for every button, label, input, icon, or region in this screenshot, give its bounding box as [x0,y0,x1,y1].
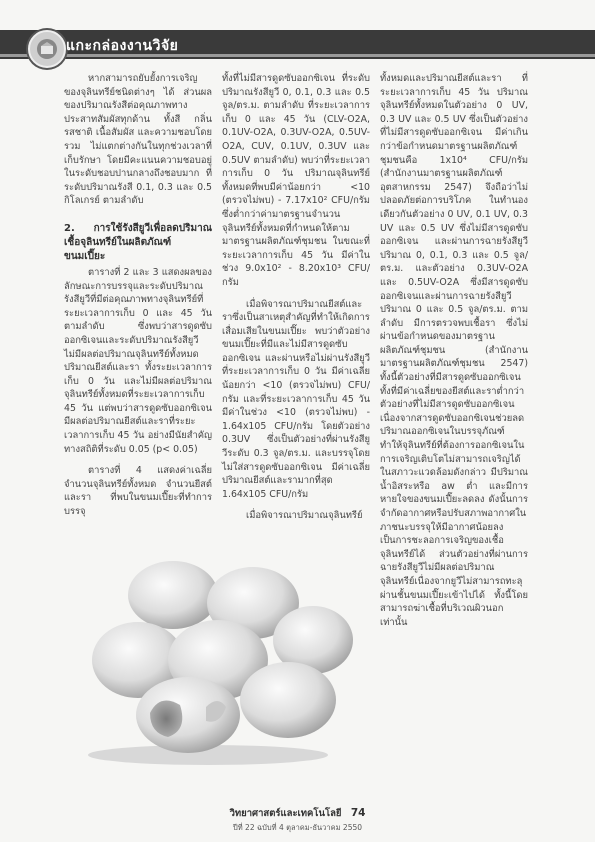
paragraph: ทั้งที่ไม่มีสารดูดซับออกซิเจน ที่ระดับปริมาณรังสียูวี 0, 0.1, 0.3 และ 0.5 จูล/ตร.ม. ตามลำดับ ที่ระยะเวลาการเก็บ 0 และ 45 วัน (CLV-O2A, 0.1UV-O2A, 0.3UV-O2A, 0.5UV-O2A, CUV, 0.1UV, 0.3UV และ 0.5UV ตามลำดับ) พบว่าที่ระยะเวลาการเก็บ 0 วัน ปริมาณจุลินทรีย์ทั้งหมดที่พบมีค่าน้อยกว่า <10 (ตรวจไม่พบ) - 7.17x10² CFU/กรัม ซึ่งต่ำกว่าค่ามาตรฐานจำนวนจุลินทรีย์ทั้งหมดที่กำหนดให้ตามมาตรฐานผลิตภัณฑ์ชุมชน ในขณะที่ระยะเวลาการเก็บ 45 วัน มีค่าในช่วง 9.0x10² - 8.20x10³ CFU/กรัม [222,73,370,288]
section-heading: 2. การใช้รังสียูวีเพื่อลดปริมาณเชื้อจุลินทรีย์ในผลิตภัณฑ์ขนมเปี๊ยะ [64,222,212,262]
paragraph: เมื่อพิจารณาปริมาณยีสต์และราซึ่งเป็นสาเหตุสำคัญที่ทำให้เกิดการเสื่อมเสียในขนมเปี๊ยะ พบว่าตัวอย่างขนมเปี๊ยะที่มีและไม่มีสารดูดซับออกซิเจน และผ่านหรือไม่ผ่านรังสียูวี ที่ระยะเวลาการเก็บ 0 วัน มีค่าเฉลี่ยน้อยกว่า <10 (ตรวจไม่พบ) CFU/กรัม และที่ระยะเวลาการเก็บ 45 วัน มีค่าในช่วง <10 (ตรวจไม่พบ) - 1.64x105 CFU/กรัม โดยตัวอย่าง 0.3UV ซึ่งเป็นตัวอย่างที่ผ่านรังสียูวีระดับ 0.3 จูล/ตร.ม. และบรรจุโดยไม่ใส่สารดูดซับออกซิเจน มีค่าเฉลี่ยปริมาณยีสต์และรามากที่สุด 1.64x105 CFU/กรัม [222,298,370,500]
issue-info: ปีที่ 22 ฉบับที่ 4 ตุลาคม-ธันวาคม 2550 [232,823,363,832]
section-title: แกะกล่องงานวิจัย [66,38,179,54]
column-2 [222,72,370,523]
section-logo-icon [28,30,66,68]
paragraph: ทั้งหมดและปริมาณยีสต์และรา ที่ระยะเวลาการเก็บ 45 วัน ปริมาณจุลินทรีย์ทั้งหมดในตัวอย่าง 0 UV, 0.3 UV และ 0.5 UV ซึ่งเป็นตัวอย่างที่ไม่มีสารดูดซับออกซิเจน มีค่าเกินกว่าข้อกำหนดมาตรฐานผลิตภัณฑ์ชุมชนคือ 1x10⁴ CFU/กรัม (สำนักงานมาตรฐานผลิตภัณฑ์อุตสาหกรรม 2547) จึงถือว่าไม่ปลอดภัยต่อการบริโภค ในทำนองเดียวกันตัวอย่าง 0 UV, 0.1 UV, 0.3 UV และ 0.5 UV ซึ่งไม่มีสารดูดซับออกซิเจน และผ่านการฉายรังสียูวีปริมาณ 0, 0.1, 0.3 และ 0.5 จูล/ตร.ม. และตัวอย่าง 0.3UV-O2A และ 0.5UV-O2A ซึ่งมีสารดูดซับออกซิเจนและผ่านการฉายรังสียูวีปริมาณ 0 และ 0.5 จูล/ตร.ม. ตามลำดับ มีการตรวจพบเชื้อรา ซึ่งไม่ผ่านข้อกำหนดของมาตรฐานผลิตภัณฑ์ชุมชน (สำนักงานมาตรฐานผลิตภัณฑ์ชุมชน 2547) ทั้งนี้ตัวอย่างที่มีสารดูดซับออกซิเจนทั้งที่มีค่าเฉลี่ยของยีสต์และราต่ำกว่าตัวอย่างที่ไม่มีสารดูดซับออกซิเจน เนื่องจากสารดูดซับออกซิเจนช่วยลดปริมาณออกซิเจนในบรรจุภัณฑ์ ทำให้จุลินทรีย์ที่ต้องการออกซิเจนในการเจริญเติบโตไม่สามารถเจริญได้ในสภาวะแวดล้อมดังกล่าว มีปริมาณน้ำอิสระหรือ aw ต่ำ และมีการหายใจของขนมเปี๊ยะลดลง ดังนั้นการจำกัดอากาศหรือปรับสภาพอากาศในภาชนะบรรจุให้มีอากาศน้อยลงเป็นการชะลอการเจริญของเชื้อจุลินทรีย์ได้ ส่วนตัวอย่างที่ผ่านการฉายรังสียูวีไม่มีผลต่อปริมาณจุลินทรีย์เนื่องจากยูวีไม่สามารถทะลุผ่านชั้นขนมเปี๊ยะเข้าไปได้ ทั้งนี้โดยสามารถฆ่าเชื้อที่บริเวณผิวนอกเท่านั้น [380,73,528,628]
paragraph: เมื่อพิจารณาปริมาณจุลินทรีย์ [246,510,363,522]
paragraph: ตารางที่ 2 และ 3 แสดงผลของลักษณะการบรรจุและระดับปริมาณรังสียูวีที่มีต่อคุณภาพทางจุลินทรีย์ที่ระยะเวลาการเก็บ 0 และ 45 วัน ตามลำดับ ซึ่งพบว่าสารดูดซับออกซิเจนและระดับปริมาณรังสียูวีไม่มีผลต่อปริมาณจุลินทรีย์ทั้งหมด ปริมาณยีสต์และรา ทั้งระยะเวลาการเก็บ 0 วัน และไม่มีผลต่อปริมาณจุลินทรีย์ทั้งหมดที่ระยะเวลาการเก็บ 45 วัน แต่พบว่าสารดูดซับออกซิเจนมีผลต่อปริมาณยีสต์และราที่ระยะเวลาการเก็บ 45 วัน อย่างมีนัยสำคัญทางสถิติที่ระดับ 0.05 (p< 0.05) [64,266,212,455]
page-number: 74 [350,807,366,819]
column-1 [64,72,212,519]
journal-name: วิทยาศาสตร์และเทคโนโลยี [229,808,342,819]
paragraph: หากสามารถยับยั้งการเจริญของจุลินทรีย์ชนิดต่างๆ ได้ ส่วนผลของปริมาณรังสีต่อคุณภาพทางประสาทสัมผัสทุกด้าน ทั้งสี กลิ่น รสชาติ เนื้อสัมผัส และความชอบโดยรวม ไม่แตกต่างกันในทุกช่วงเวลาที่เก็บรักษา โดยมีคะแนนความชอบอยู่ในระดับชอบปานกลางถึงชอบมาก ที่ระดับปริมาณรังสี 0.1, 0.3 และ 0.5 กิโลเกรย์ ตามลำดับ [64,73,212,207]
page-footer [0,806,595,834]
paragraph: ตารางที่ 4 แสดงค่าเฉลี่ยจำนวนจุลินทรีย์ทั้งหมด จำนวนยีสต์และรา ที่พบในขนมเปี๊ยะที่ทำการบรรจุ [64,465,212,518]
column-3 [380,72,528,629]
pastry-photo [88,555,358,765]
